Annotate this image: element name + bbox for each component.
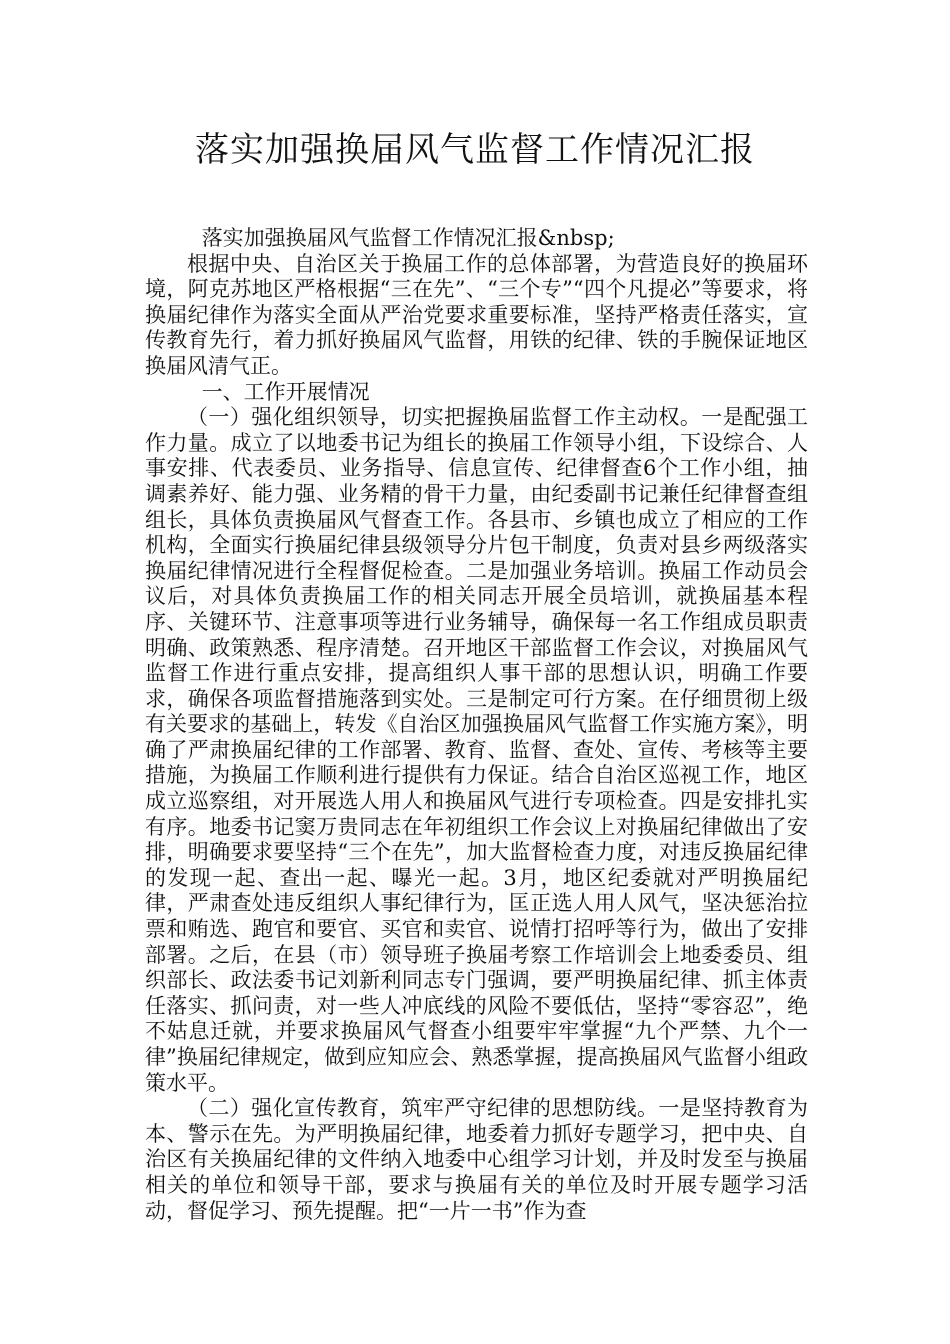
paragraph-heading-repeat: 落实加强换届风气监督工作情况汇报&nbsp; [201,226,615,250]
paragraph-intro: 根据中央、自治区关于换届工作的总体部署，为营造良好的换届环境，阿克苏地区严格根据“三在先”、“三个专”“四个凡提必”等要求，将换届纪律作为落实全面从严治党要求重要标准，坚持严格责任落实，宣传教育先行，着力抓好换届风气监督，用铁的纪律、铁的手腕保证地区换届风清气正。 [145,251,808,378]
paragraph-organization-leadership: （一）强化组织领导，切实把握换届监督工作主动权。一是配强工作力量。成立了以地委书记为组长的换届工作领导小组，下设综合、人事安排、代表委员、业务指导、信息宣传、纪律督查6个工作小组，抽调素养好、能力强、业务精的骨干力量，由纪委副书记兼任纪律督查组组长，具体负责换届风气督查工作。各县市、乡镇也成立了相应的工作机构，全面实行换届纪律县级领导分片包干制度，负责对县乡两级落实换届纪律情况进行全程督促检查。二是加强业务培训。换届工作动员会议后，对具体负责换届工作的相关同志开展全员培训，就换届基本程序、关键环节、注意事项等进行业务辅导，确保每一名工作组成员职责明确、政策熟悉、程序清楚。召开地区干部监督工作会议，对换届风气监督工作进行重点安排，提高组织人事干部的思想认识，明确工作要求，确保各项监督措施落到实处。三是制定可行方案。在仔细贯彻上级有关要求的基础上，转发《自治区加强换届风气监督工作实施方案》，明确了严肃换届纪律的工作部署、教育、监督、查处、宣传、考核等主要措施，为换届工作顺利进行提供有力保证。结合自治区巡视工作，地区成立巡察组，对开展选人用人和换届风气进行专项检查。四是安排扎实有序。地委书记窦万贵同志在年初组织工作会议上对换届纪律做出了安排，明确要求要坚持“三个在先”，加大监督检查力度，对违反换届纪律的发现一起、查出一起、曝光一起。3月，地区纪委就对严明换届纪律，严肃查处违反组织人事纪律行为，匡正选人用人风气，坚决惩治拉票和贿选、跑官和要官、买官和卖官、说情打招呼等行为，做出了安排部署。之后，在县（市）领导班子换届考察工作培训会上地委委员、组织部长、政法委书记刘新利同志专门强调，要严明换届纪律、抓主体责任落实、抓问责，对一些人冲底线的风险不要低估，坚持“零容忍”，绝不姑息迁就，并要求换届风气督查小组要牢牢掌握“九个严禁、九个一律”换届纪律规定，做到应知应会、熟悉掌握，提高换届风气监督小组政策水平。 [145,405,808,1095]
document-body [145,226,808,1224]
section-heading-work-status: 一、工作开展情况 [201,379,370,404]
document-title: 落实加强换届风气监督工作情况汇报 [195,130,755,170]
paragraph-publicity-education: （二）强化宣传教育，筑牢严守纪律的思想防线。一是坚持教育为本、警示在先。为严明换届纪律，地委着力抓好专题学习，把中央、自治区有关换届纪律的文件纳入地委中心组学习计划，并及时发至与换届相关的单位和领导干部，要求与换届有关的单位及时开展专题学习活动，督促学习、预先提醒。把“一片一书”作为查 [145,1096,808,1223]
